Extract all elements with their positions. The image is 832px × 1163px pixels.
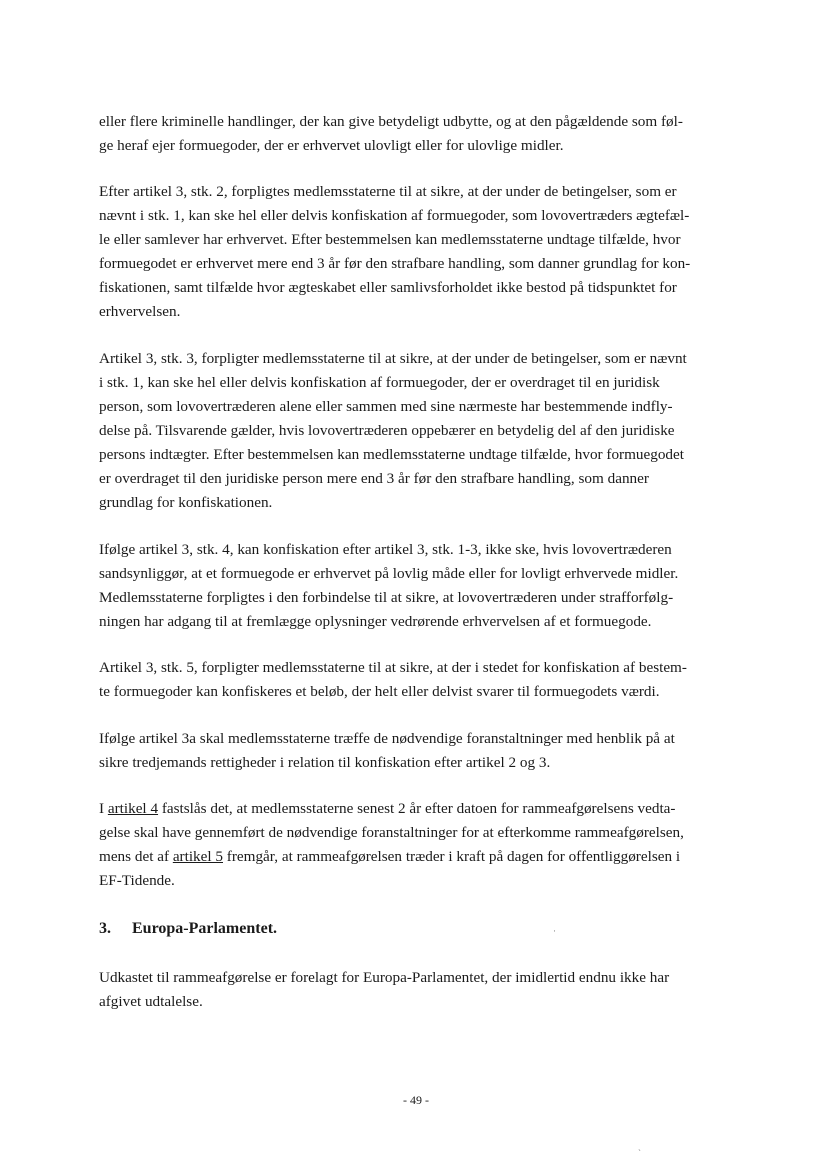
text-fragment: I bbox=[99, 800, 108, 817]
article-5-reference: artikel 5 bbox=[172, 848, 223, 865]
text-line: Ifølge artikel 3, stk. 4, kan konfiskation efter artikel 3, stk. 1-3, ikke ske, hvis lovovertræderen bbox=[99, 541, 672, 558]
text-line: delse på. Tilsvarende gælder, hvis lovovertræderen oppebærer en betydelig del af den juridiske bbox=[99, 422, 675, 439]
text-line: le eller samlever har erhvervet. Efter bestemmelsen kan medlemsstaterne undtage tilfælde, hvor bbox=[99, 231, 681, 248]
scan-speck: ˏ bbox=[638, 1141, 641, 1151]
text-line: Artikel 3, stk. 3, forpligter medlemsstaterne til at sikre, at der under de betingelser, som er nævnt bbox=[99, 350, 687, 367]
text-line: sikre tredjemands rettigheder i relation til konfiskation efter artikel 2 og 3. bbox=[99, 754, 551, 771]
text-line: te formuegoder kan konfiskeres et beløb, der helt eller delvist svarer til formuegodets værdi. bbox=[99, 683, 660, 700]
section-number: 3. bbox=[99, 920, 111, 937]
text-line: Artikel 3, stk. 5, forpligter medlemsstaterne til at sikre, at der i stedet for konfiskation af bestem- bbox=[99, 659, 687, 676]
text-line: fiskationen, samt tilfælde hvor ægteskabet eller samlivsforholdet ikke bestod på tidspunktet for bbox=[99, 279, 677, 296]
text-line bbox=[99, 847, 680, 867]
section-title: Europa-Parlamentet. bbox=[132, 920, 278, 937]
text-line: persons indtægter. Efter bestemmelsen kan medlemsstaterne undtage tilfælde, hvor formuegodet bbox=[99, 446, 684, 463]
section-heading bbox=[99, 918, 277, 940]
text-line: er overdraget til den juridiske person mere end 3 år før den strafbare handling, som danner bbox=[99, 470, 649, 487]
text-fragment: fremgår, at rammeafgørelsen træder i kraft på dagen for offentliggørelsen i bbox=[223, 848, 681, 865]
text-line: grundlag for konfiskationen. bbox=[99, 494, 273, 511]
article-4-reference: artikel 4 bbox=[107, 800, 159, 817]
text-line: ge heraf ejer formuegoder, der er erhvervet ulovligt eller for ulovlige midler. bbox=[99, 137, 564, 154]
text-line: i stk. 1, kan ske hel eller delvis konfiskation af formuegoder, der er overdraget til en juridisk bbox=[99, 374, 660, 391]
text-line: erhvervelsen. bbox=[99, 303, 181, 320]
scan-speck: · bbox=[553, 926, 556, 936]
text-line: ningen har adgang til at fremlægge oplysninger vedrørende erhvervelsen af et formuegode. bbox=[99, 613, 652, 630]
text-line: nævnt i stk. 1, kan ske hel eller delvis konfiskation af formuegoder, som lovovertræders ægtefæl- bbox=[99, 207, 690, 224]
text-line: person, som lovovertræderen alene eller sammen med sine nærmeste har bestemmende indfly- bbox=[99, 398, 673, 415]
text-line bbox=[99, 799, 675, 819]
text-line: gelse skal have gennemført de nødvendige foranstaltninger for at efterkomme rammeafgørelsen, bbox=[99, 824, 684, 841]
text-line: afgivet udtalelse. bbox=[99, 993, 203, 1010]
page-number: - 49 - bbox=[403, 1093, 429, 1107]
text-fragment: fastslås det, at medlemsstaterne senest 2 år efter datoen for rammeafgørelsens vedta- bbox=[158, 800, 676, 817]
text-line: EF-Tidende. bbox=[99, 872, 175, 889]
text-line: Medlemsstaterne forpligtes i den forbindelse til at sikre, at lovovertræderen under strafforfølg- bbox=[99, 589, 674, 606]
text-line: Ifølge artikel 3a skal medlemsstaterne træffe de nødvendige foranstaltninger med henblik på at bbox=[99, 730, 675, 747]
text-line: eller flere kriminelle handlinger, der kan give betydeligt udbytte, og at den pågældende som føl- bbox=[99, 113, 683, 130]
text-line: Efter artikel 3, stk. 2, forpligtes medlemsstaterne til at sikre, at der under de betingelser, som er bbox=[99, 183, 677, 200]
text-fragment: mens det af bbox=[99, 848, 173, 865]
text-line: formuegodet er erhvervet mere end 3 år før den strafbare handling, som danner grundlag for kon- bbox=[99, 255, 691, 272]
text-line: Udkastet til rammeafgørelse er forelagt for Europa-Parlamentet, der imidlertid endnu ikke har bbox=[99, 969, 670, 986]
text-line: sandsynliggør, at et formuegode er erhvervet på lovlig måde eller for lovligt erhvervede midler. bbox=[99, 565, 679, 582]
